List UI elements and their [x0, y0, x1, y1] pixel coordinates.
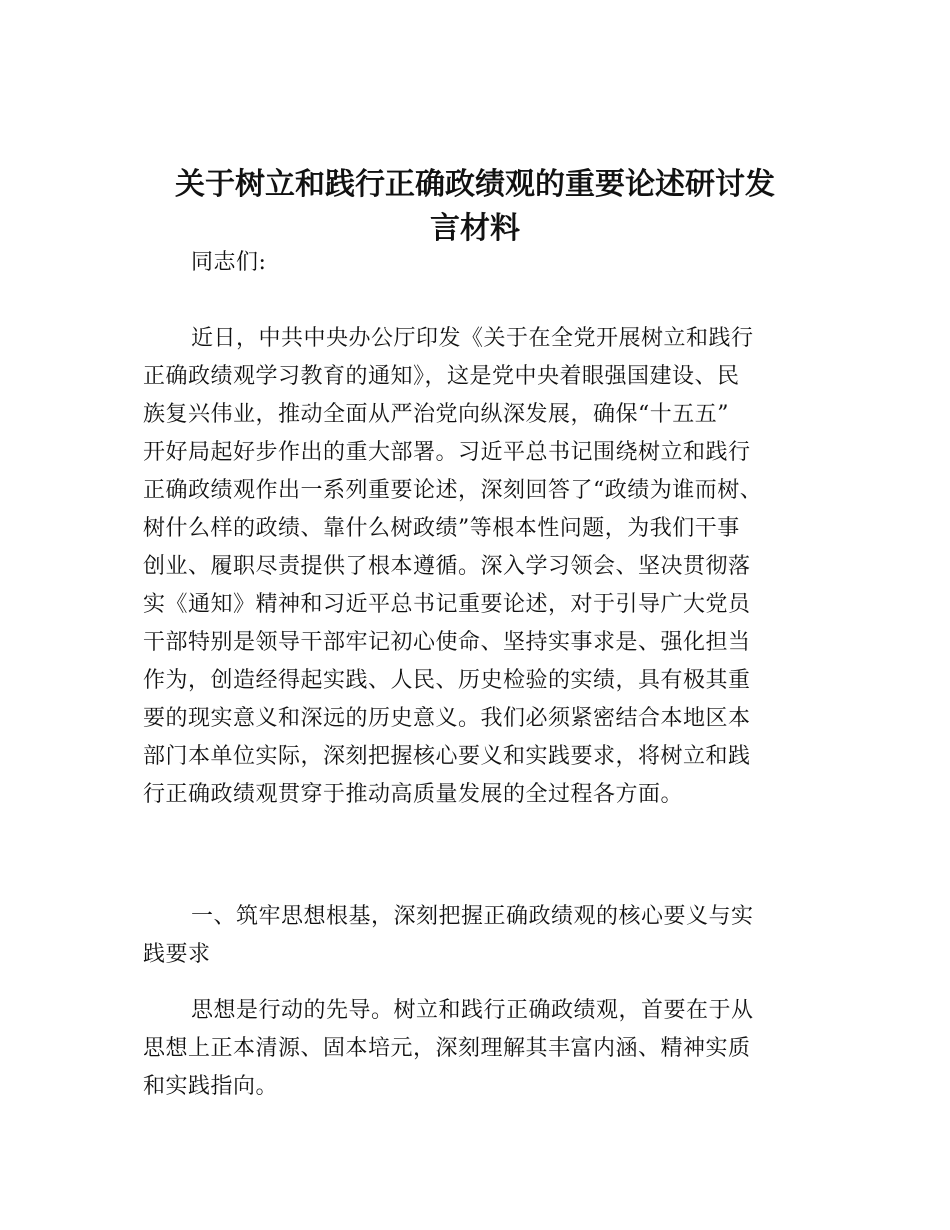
paragraph-line: 族复兴伟业，推动全面从严治党向纵深发展，确保“十五五”	[143, 402, 729, 427]
paragraph-line: 干部特别是领导干部牢记初心使命、坚持实事求是、强化担当	[143, 630, 751, 655]
paragraph-line: 部门本单位实际，深刻把握核心要义和实践要求，将树立和践	[143, 744, 751, 769]
section-heading-1	[143, 898, 833, 974]
paragraph-line: 树什么样的政绩、靠什么树政绩”等根本性问题，为我们干事	[143, 516, 740, 541]
document-title	[120, 163, 830, 251]
paragraph-line: 正确政绩观作出一系列重要论述，深刻回答了“政绩为谁而树、	[143, 478, 763, 503]
paragraph-line: 思想上正本清源、固本培元，深刻理解其丰富内涵、精神实质	[143, 1036, 751, 1061]
title-line: 言材料	[430, 211, 520, 246]
heading-line: 践要求	[143, 942, 211, 967]
paragraph-line: 近日，中共中央办公厅印发《关于在全党开展树立和践行	[191, 326, 754, 351]
salutation-text: 同志们:	[191, 250, 267, 275]
paragraph-line: 开好局起好步作出的重大部署。习近平总书记围绕树立和践行	[143, 440, 751, 465]
paragraph-line: 实《通知》精神和习近平总书记重要论述，对于引导广大党员	[143, 592, 751, 617]
paragraph-line: 和实践指向。	[143, 1074, 279, 1099]
paragraph-intro	[143, 320, 833, 814]
paragraph-line: 思想是行动的先导。树立和践行正确政绩观，首要在于从	[191, 998, 754, 1023]
heading-line: 一、筑牢思想根基，深刻把握正确政绩观的核心要义与实	[191, 904, 754, 929]
paragraph-line: 正确政绩观学习教育的通知》，这是党中央着眼强国建设、民	[143, 364, 740, 389]
paragraph-section-1	[143, 992, 833, 1106]
paragraph-line: 作为，创造经得起实践、人民、历史检验的实绩，具有极其重	[143, 668, 751, 693]
salutation	[143, 244, 833, 282]
paragraph-line: 创业、履职尽责提供了根本遵循。深入学习领会、坚决贯彻落	[143, 554, 751, 579]
paragraph-line: 行正确政绩观贯穿于推动高质量发展的全过程各方面。	[143, 782, 684, 807]
title-line: 关于树立和践行正确政绩观的重要论述研讨发	[175, 167, 775, 202]
paragraph-line: 要的现实意义和深远的历史意义。我们必须紧密结合本地区本	[143, 706, 751, 731]
